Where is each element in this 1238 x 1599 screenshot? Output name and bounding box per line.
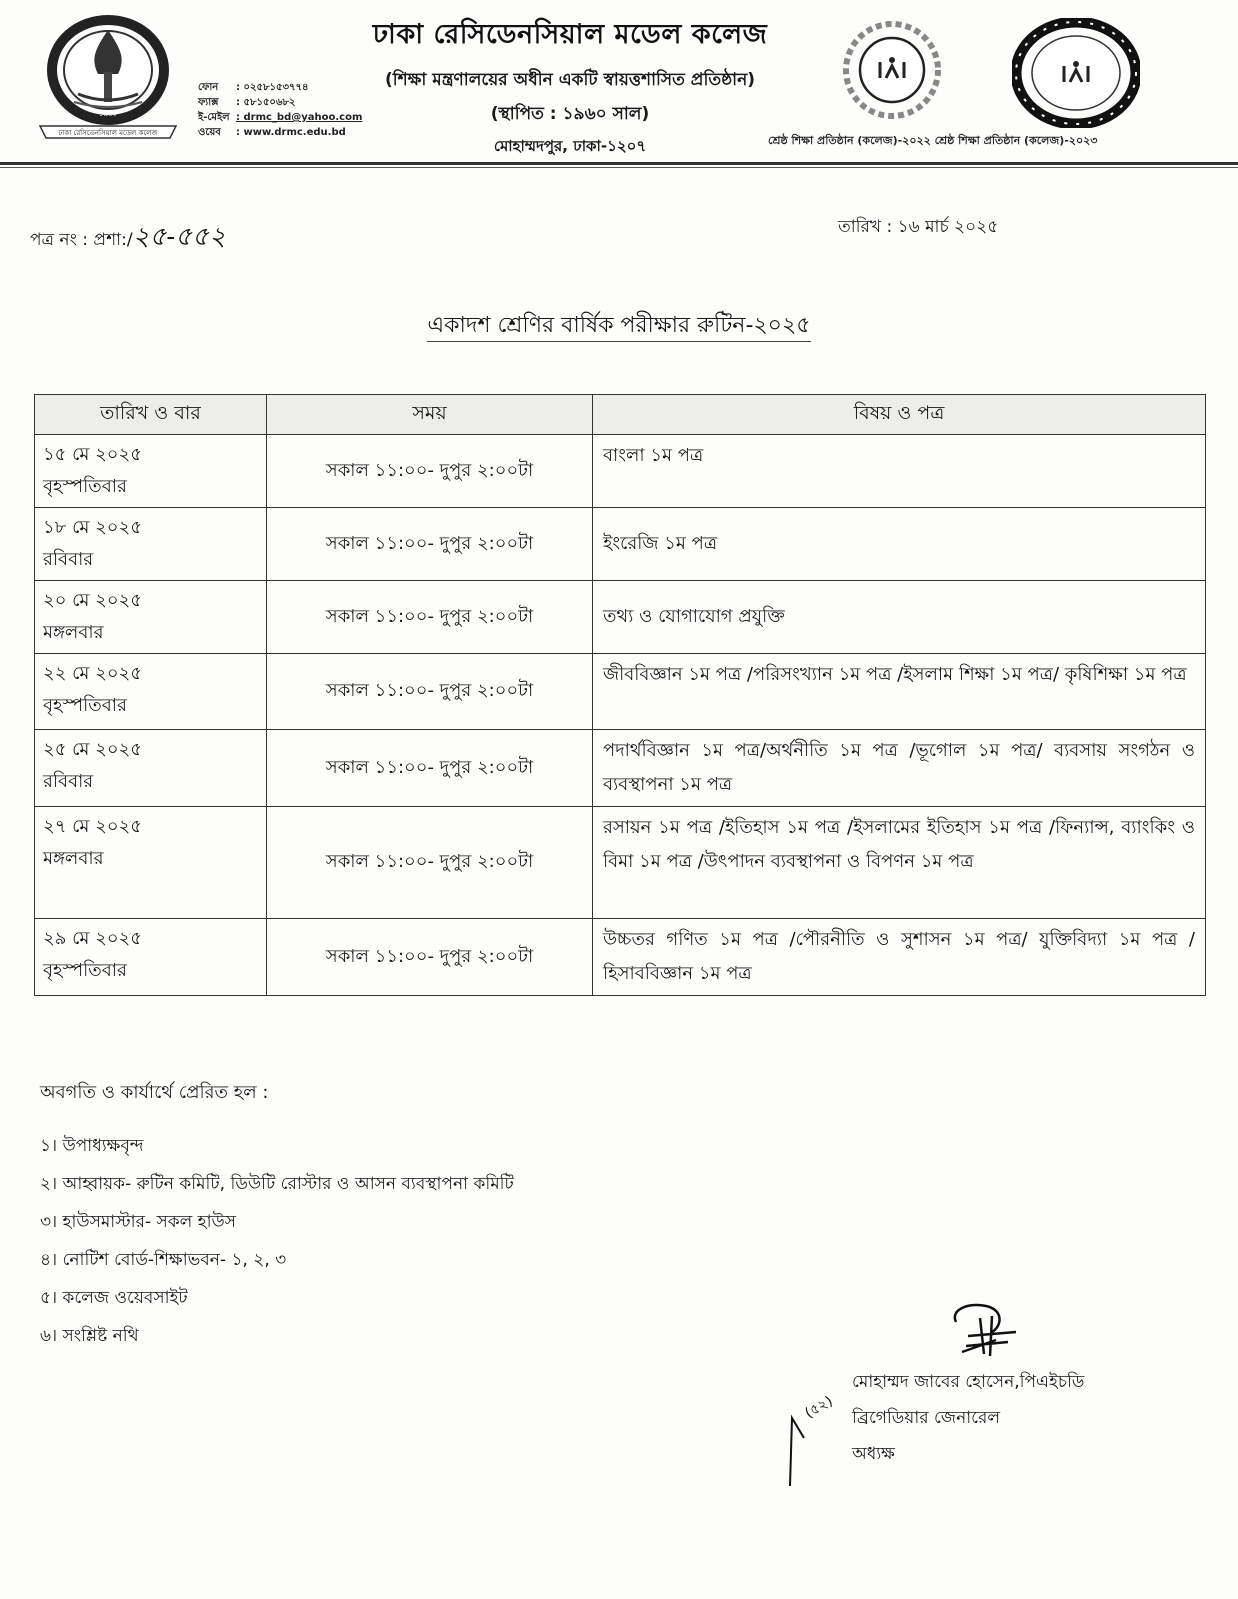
- time-cell: সকাল ১১:০০- দুপুর ২:০০টা: [267, 508, 593, 581]
- subject-cell: ইংরেজি ১ম পত্র: [593, 508, 1206, 581]
- time-cell: সকাল ১১:০০- দুপুর ২:০০টা: [267, 435, 593, 508]
- date-cell: ২৯ মে ২০২৫ বৃহস্পতিবার: [35, 919, 267, 996]
- table-row: [35, 435, 1206, 508]
- initial-mark-icon: [784, 1378, 844, 1488]
- date-cell: ২৭ মে ২০২৫ মঙ্গলবার: [35, 807, 267, 919]
- letterhead: [0, 0, 1238, 170]
- email-label: ই-মেইল: [198, 112, 230, 123]
- date-cell: ২০ মে ২০২৫ মঙ্গলবার: [35, 581, 267, 654]
- college-heading: [320, 14, 820, 160]
- college-address: মোহাম্মদপুর, ঢাকা-১২০৭: [493, 137, 647, 155]
- signatory-name: মোহাম্মদ জাবের হোসেন,পিএইচডি: [852, 1372, 1085, 1392]
- table-row: [35, 730, 1206, 807]
- date-cell: ১৫ মে ২০২৫ বৃহস্পতিবার: [35, 435, 267, 508]
- memo-reference: [30, 216, 226, 260]
- phone-value: : ০২৫৮১৫৩৭৭৪: [236, 82, 309, 93]
- list-item: ৬। সংশ্লিষ্ট নথি: [40, 1326, 139, 1346]
- date-value: ১৬ মার্চ ২০২৫: [897, 217, 999, 237]
- phone-label: ফোন: [198, 82, 219, 93]
- subject-cell: বাংলা ১ম পত্র: [593, 435, 1206, 508]
- award-seal-2023-icon: [1012, 18, 1140, 128]
- subject-cell: রসায়ন ১ম পত্র /ইতিহাস ১ম পত্র /ইসলামের ইতিহাস ১ম পত্র /ফিন্যান্স, ব্যাংকিং ও বিমা ১ম পত্র /উৎপাদন ব্যবস্থাপনা ও বিপণন ১ম পত্র: [593, 807, 1206, 919]
- table-row: [35, 508, 1206, 581]
- header-subject: বিষয় ও পত্র: [593, 395, 1206, 435]
- email-link[interactable]: : drmc_bd@yahoo.com: [236, 112, 363, 123]
- svg-text:১৯৬০: ১৯৬০: [98, 110, 118, 118]
- awards-text: শ্রেষ্ঠ শিক্ষা প্রতিষ্ঠান (কলেজ)-২০২২ শ্রেষ্ঠ শিক্ষা প্রতিষ্ঠান (কলেজ)-২০২৩: [768, 134, 1098, 147]
- date-label: তারিখ :: [838, 217, 898, 237]
- distribution-list: [40, 1078, 514, 1355]
- ref-number: ২৫-৫৫২: [132, 222, 226, 252]
- time-cell: সকাল ১১:০০- দুপুর ২:০০টা: [267, 581, 593, 654]
- time-cell: সকাল ১১:০০- দুপুর ২:০০টা: [267, 730, 593, 807]
- list-item: ৪। নোটিশ বোর্ড-শিক্ষাভবন- ১, ২, ৩: [40, 1250, 287, 1270]
- header-date-day: তারিখ ও বার: [35, 395, 267, 435]
- subject-cell: তথ্য ও যোগাযোগ প্রযুক্তি: [593, 581, 1206, 654]
- web-link[interactable]: : www.drmc.edu.bd: [236, 127, 346, 138]
- fax-value: : ৫৮১৫০৬৮২: [236, 97, 296, 108]
- exam-routine-table: [34, 394, 1206, 996]
- list-item: ৫। কলেজ ওয়েবসাইট: [40, 1288, 188, 1308]
- svg-text:ঢাকা রেসিডেনসিয়াল মডেল কলেজ: ঢাকা রেসিডেনসিয়াল মডেল কলেজ: [58, 129, 158, 137]
- subject-cell: উচ্চতর গণিত ১ম পত্র /পৌরনীতি ও সুশাসন ১ম পত্র/ যুক্তিবিদ্যা ১ম পত্র /হিসাববিজ্ঞান ১ম পত্র: [593, 919, 1206, 996]
- time-cell: সকাল ১১:০০- দুপুর ২:০০টা: [267, 807, 593, 919]
- header-divider: [0, 162, 1238, 168]
- time-cell: সকাল ১১:০০- দুপুর ২:০০টা: [267, 654, 593, 730]
- date-cell: ২৫ মে ২০২৫ রবিবার: [35, 730, 267, 807]
- subject-cell: জীববিজ্ঞান ১ম পত্র /পরিসংখ্যান ১ম পত্র /ইসলাম শিক্ষা ১ম পত্র/ কৃষিশিক্ষা ১ম পত্র: [593, 654, 1206, 730]
- table-row: [35, 807, 1206, 919]
- college-name: ঢাকা রেসিডেনসিয়াল মডেল কলেজ: [372, 19, 768, 50]
- header-time: সময়: [267, 395, 593, 435]
- college-logo-icon: [38, 14, 178, 144]
- title-text: একাদশ শ্রেণির বার্ষিক পরীক্ষার রুটিন-২০২৫: [427, 313, 810, 342]
- college-subtitle: (শিক্ষা মন্ত্রণালয়ের অধীন একটি স্বায়ত্তশাসিত প্রতিষ্ঠান): [384, 70, 756, 90]
- time-cell: সকাল ১১:০০- দুপুর ২:০০টা: [267, 919, 593, 996]
- table-header-row: [35, 395, 1206, 435]
- ref-label: পত্র নং : প্রশা:/: [30, 230, 133, 250]
- signatory-rank: ব্রিগেডিয়ার জেনারেল: [852, 1408, 1001, 1428]
- signatory-block: [852, 1364, 1084, 1472]
- award-seal-2022-icon: [842, 20, 942, 120]
- svg-text:(৫২): (৫২): [802, 1393, 836, 1422]
- date-cell: ১৮ মে ২০২৫ রবিবার: [35, 508, 267, 581]
- signature-icon: [946, 1302, 1032, 1360]
- document-title: [0, 308, 1238, 345]
- list-item: ৩। হাউসমাস্টার- সকল হাউস: [40, 1212, 237, 1232]
- fax-label: ফ্যাক্স: [198, 97, 219, 108]
- table-row: [35, 581, 1206, 654]
- memo-date: [838, 214, 998, 242]
- distribution-heading: অবগতি ও কার্যার্থে প্রেরিত হল :: [40, 1082, 269, 1103]
- signatory-designation: অধ্যক্ষ: [852, 1444, 895, 1464]
- table-row: [35, 919, 1206, 996]
- table-row: [35, 654, 1206, 730]
- date-cell: ২২ মে ২০২৫ বৃহস্পতিবার: [35, 654, 267, 730]
- web-label: ওয়েব: [198, 127, 221, 138]
- list-item: ২। আহ্বায়ক- রুটিন কমিটি, ডিউটি রোস্টার ও আসন ব্যবস্থাপনা কমিটি: [40, 1174, 514, 1194]
- list-item: ১। উপাধ্যক্ষবৃন্দ: [40, 1136, 144, 1156]
- subject-cell: পদার্থবিজ্ঞান ১ম পত্র/অর্থনীতি ১ম পত্র /ভূগোল ১ম পত্র/ ব্যবসায় সংগঠন ও ব্যবস্থাপনা ১ম পত্র: [593, 730, 1206, 807]
- established-year: (স্থাপিত : ১৯৬০ সাল): [490, 104, 650, 124]
